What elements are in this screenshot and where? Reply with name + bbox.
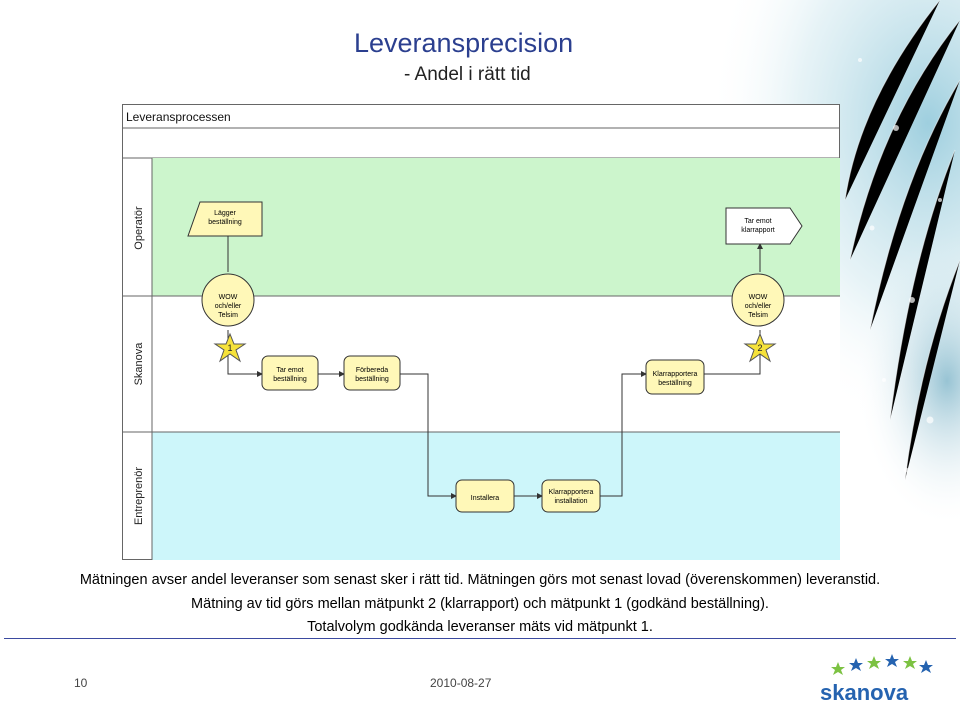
svg-text:Telsim: Telsim [748, 312, 768, 319]
lane-label-skanova: Skanova [133, 342, 145, 386]
node-klarrapportera-installation [542, 480, 600, 512]
svg-text:beställning: beställning [658, 380, 692, 387]
logo-text: skanova [820, 680, 909, 704]
svg-text:Telsim: Telsim [218, 312, 238, 319]
logo-stars-icon [831, 654, 933, 675]
svg-text:2: 2 [757, 343, 763, 353]
caption-line-1: Mätningen avser andel leveranser som senast sker i rätt tid. Mätningen görs mot senast lovad (överenskommen) leveranstid. [79, 572, 881, 588]
svg-text:Tar emot: Tar emot [744, 218, 772, 225]
node-wow-telsim-1 [202, 274, 254, 326]
svg-text:beställning: beställning [273, 376, 307, 383]
node-tar-emot-klarrapport [726, 208, 802, 244]
node-forbereda-bestallning [344, 356, 400, 390]
slide-subtitle: - Andel i rätt tid [404, 64, 531, 85]
svg-text:Förbereda: Förbereda [355, 367, 389, 374]
svg-text:Tar emot: Tar emot [276, 367, 304, 374]
node-tar-emot-bestallning [262, 356, 318, 390]
footer-divider [4, 638, 956, 639]
svg-text:Installera: Installera [470, 495, 500, 502]
caption-line-2: Mätning av tid görs mellan mätpunkt 2 (klarrapport) och mätpunkt 1 (godkänd beställning). [191, 596, 769, 612]
svg-text:och/eller: och/eller [214, 303, 242, 310]
page-number: 10 [74, 676, 88, 690]
svg-text:klarrapport: klarrapport [741, 227, 775, 234]
node-lagger-bestallning [188, 202, 262, 236]
svg-text:WOW: WOW [218, 294, 238, 301]
node-klarrapportera-bestallning [646, 360, 704, 394]
svg-text:Lägger: Lägger [214, 210, 236, 217]
process-diagram [122, 104, 840, 560]
node-installera [456, 480, 514, 512]
slide-title: Leveransprecision [354, 28, 574, 58]
svg-text:installation: installation [554, 498, 588, 505]
svg-text:beställning: beställning [208, 219, 242, 226]
svg-text:Klarrapportera: Klarrapportera [548, 489, 594, 496]
lane-skanova [152, 296, 840, 432]
svg-text:Klarrapportera: Klarrapportera [652, 371, 698, 378]
skanova-logo [806, 648, 946, 704]
lane-label-entreprenor: Entreprenör [133, 466, 145, 526]
caption-line-3: Totalvolym godkända leveranser mäts vid mätpunkt 1. [307, 619, 653, 635]
svg-text:beställning: beställning [355, 376, 389, 383]
diagram-header: Leveransprocessen [126, 110, 231, 124]
lane-label-operator: Operatör [133, 206, 145, 250]
node-wow-telsim-2 [732, 274, 784, 326]
svg-text:1: 1 [227, 343, 233, 353]
svg-text:och/eller: och/eller [744, 303, 772, 310]
svg-text:WOW: WOW [748, 294, 768, 301]
footer-date: 2010-08-27 [430, 676, 492, 690]
